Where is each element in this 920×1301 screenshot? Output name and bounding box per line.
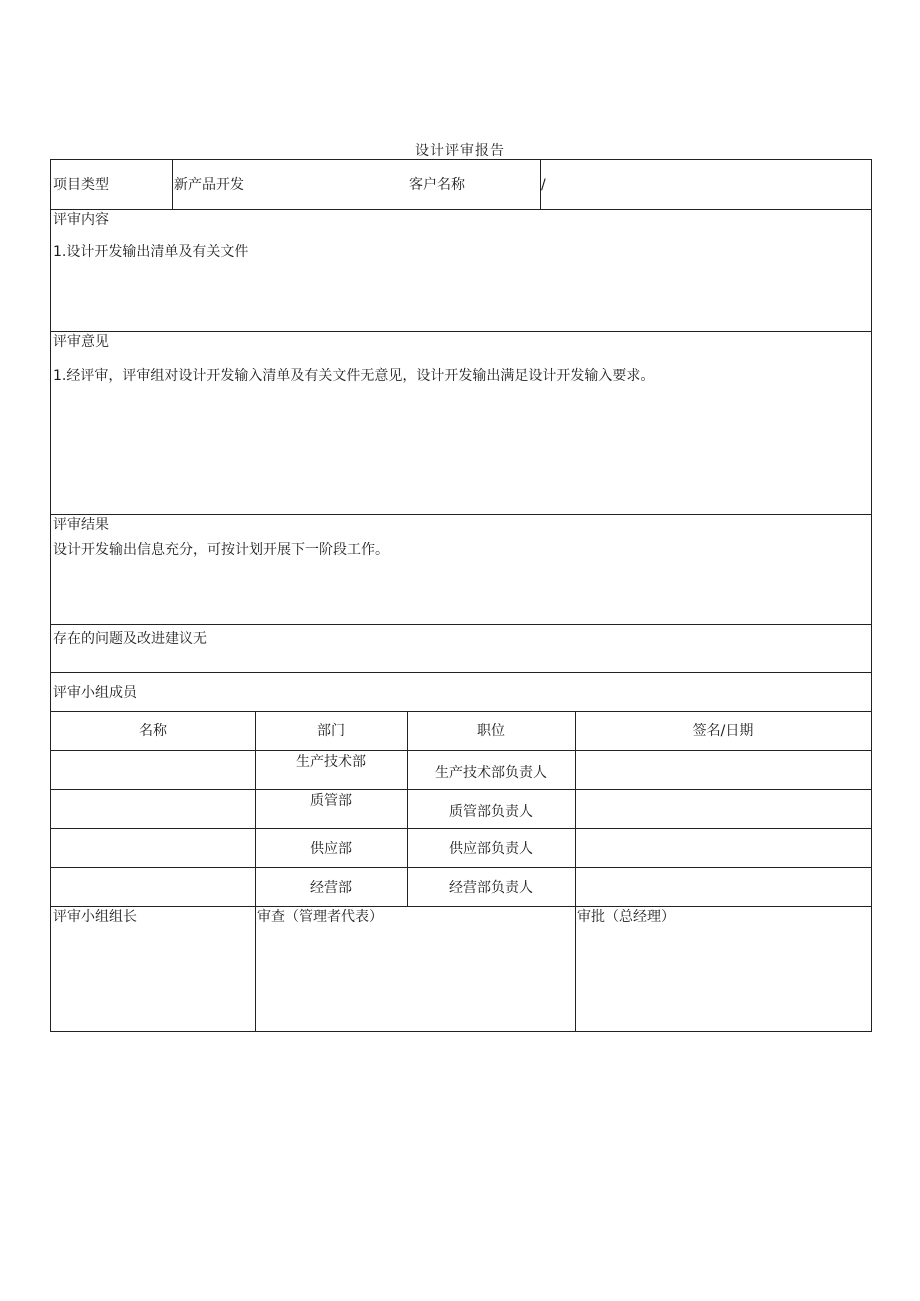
member-position-cell: 质管部负责人 [449,804,533,820]
row-divider [51,672,871,673]
member-position-cell: 生产技术部负责人 [435,765,547,781]
issues-text: 存在的问题及改进建议无 [53,631,207,647]
row-divider [51,867,871,868]
management-review-label: 审查（管理者代表） [257,909,383,925]
row-divider [51,209,871,210]
document-title: 设计评审报告 [415,143,505,159]
review-content-label: 评审内容 [53,212,109,228]
row-divider [51,789,871,790]
row-divider [51,750,871,751]
members-label: 评审小组成员 [53,685,137,701]
row-divider [51,906,871,907]
column-header-name: 名称 [139,723,167,739]
review-opinion-text: 1.经评审，评审组对设计开发输入清单及有关文件无意见，设计开发输出满足设计开发输入要求。 [53,368,655,384]
review-form-table [50,159,872,1032]
review-result-label: 评审结果 [53,517,109,533]
member-position-cell: 供应部负责人 [449,841,533,857]
row-divider [51,331,871,332]
review-result-text: 设计开发输出信息充分，可按计划开展下一阶段工作。 [53,542,389,558]
member-department-cell: 质管部 [310,793,352,809]
review-content-text: 1.设计开发输出清单及有关文件 [53,244,249,260]
col-divider [172,160,173,209]
member-department-cell: 生产技术部 [296,754,366,770]
member-department-cell: 供应部 [310,841,352,857]
col-divider [575,711,576,1032]
member-department-cell: 经营部 [310,880,352,896]
general-manager-approval-label: 审批（总经理） [577,909,675,925]
customer-name-value: / [541,177,546,193]
project-type-value: 新产品开发 [174,177,244,193]
row-divider [51,624,871,625]
project-type-label: 项目类型 [53,177,109,193]
review-opinion-label: 评审意见 [53,334,109,350]
member-position-cell: 经营部负责人 [449,880,533,896]
row-divider [51,711,871,712]
column-header-signature: 签名/日期 [692,723,754,739]
column-header-department: 部门 [317,723,345,739]
row-divider [51,514,871,515]
row-divider [51,828,871,829]
team-leader-label: 评审小组组长 [53,909,137,925]
column-header-position: 职位 [477,723,505,739]
customer-name-label: 客户名称 [409,177,465,193]
